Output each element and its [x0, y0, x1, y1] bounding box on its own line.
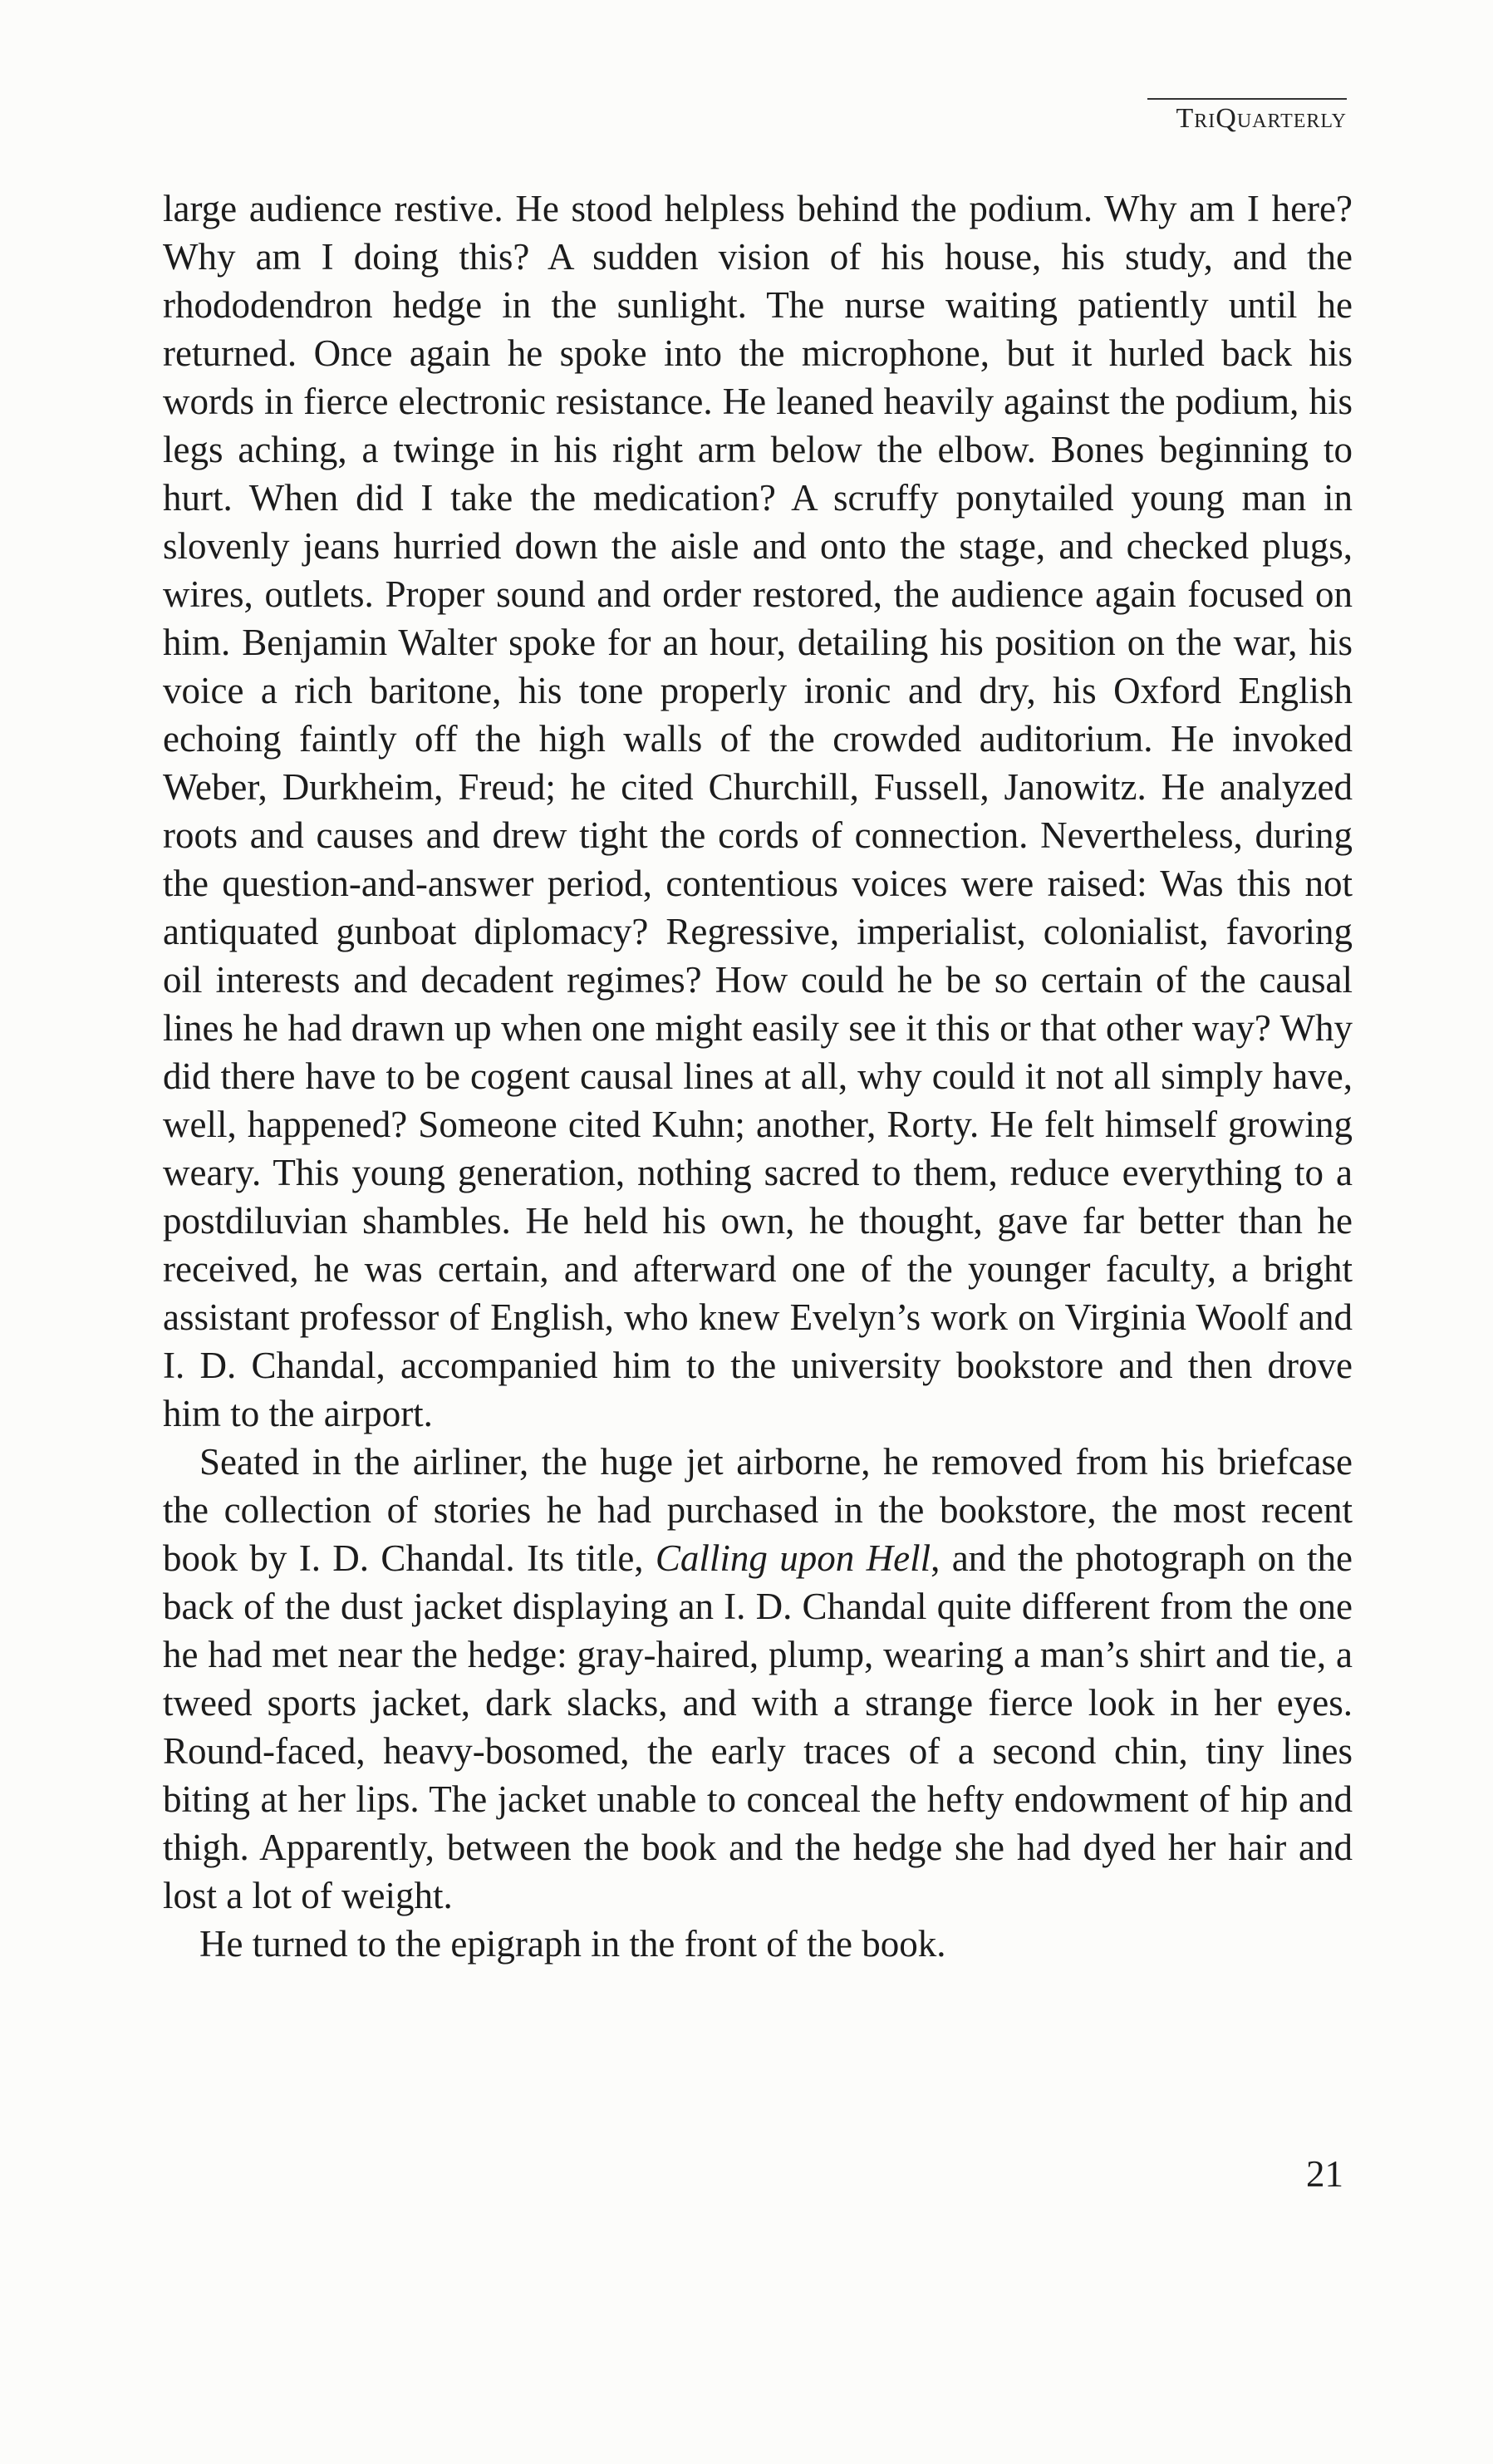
running-head-rule	[1147, 98, 1347, 100]
paragraph-2-text-before-title: Seated in the airliner, the huge jet airborne, he removed from his briefcase the collection of stories he had purchased in the bookstore, the most recent book by I. D. Chandal. Its title,	[163, 1441, 1353, 1579]
paragraph-2-text-after-title: , and the photograph on the back of the dust jacket displaying an I. D. Chandal quite different from the one he had met near the hedge: gray-haired, plump, wearing a man’s shirt and tie, a tweed sports jacket, dark slacks, and with a strange fierce look in her eyes. Round-faced, heavy-bosomed, the early traces of a second chin, tiny lines biting at her lips. The jacket unable to conceal the hefty endowment of hip and thigh. Apparently, between the book and the hedge she had dyed her hair and lost a lot of weight.	[163, 1537, 1353, 1916]
book-title: Calling upon Hell	[655, 1537, 931, 1579]
paragraph-3: He turned to the epigraph in the front of the book.	[199, 1923, 946, 1965]
paragraph-1: large audience restive. He stood helpless behind the podium. Why am I here? Why am I doing this? A sudden vision of his house, his study, and the rhododendron hedge in the sunlight. The nurse waiting patiently until he returned. Once again he spoke into the microphone, but it hurled back his words in fierce electronic resistance. He leaned heavily against the podium, his legs aching, a twinge in his right arm below the elbow. Bones beginning to hurt. When did I take the medication? A scruffy ponytailed young man in slovenly jeans hurried down the aisle and onto the stage, and checked plugs, wires, outlets. Proper sound and order restored, the audience again focused on him. Benjamin Walter spoke for an hour, detailing his position on the war, his voice a rich baritone, his tone properly ironic and dry, his Oxford English echoing faintly off the high walls of the crowded auditorium. He invoked Weber, Durkheim, Freud; he cited Churchill, Fussell, Janowitz. He analyzed roots and causes and drew tight the cords of connection. Nevertheless, during the question-and-answer period, contentious voices were raised: Was this not antiquated gunboat diplomacy? Regressive, imperialist, colonialist, favoring oil interests and decadent regimes? How could he be so certain of the causal lines he had drawn up when one might easily see it this or that other way? Why did there have to be cogent causal lines at all, why could it not all simply have, well, happened? Someone cited Kuhn; another, Rorty. He felt himself growing weary. This young generation, nothing sacred to them, reduce everything to a postdiluvian shambles. He held his own, he thought, gave far better than he received, he was certain, and afterward one of the younger faculty, a bright assistant professor of English, who knew Evelyn’s work on Virginia Woolf and I. D. Chandal, accompanied him to the university bookstore and then drove him to the airport.	[163, 188, 1353, 1434]
running-head: TriQuarterly	[1176, 103, 1347, 134]
page-number: 21	[1306, 2153, 1343, 2195]
body-text	[163, 184, 1353, 1968]
paragraph-2	[163, 1438, 1353, 1920]
